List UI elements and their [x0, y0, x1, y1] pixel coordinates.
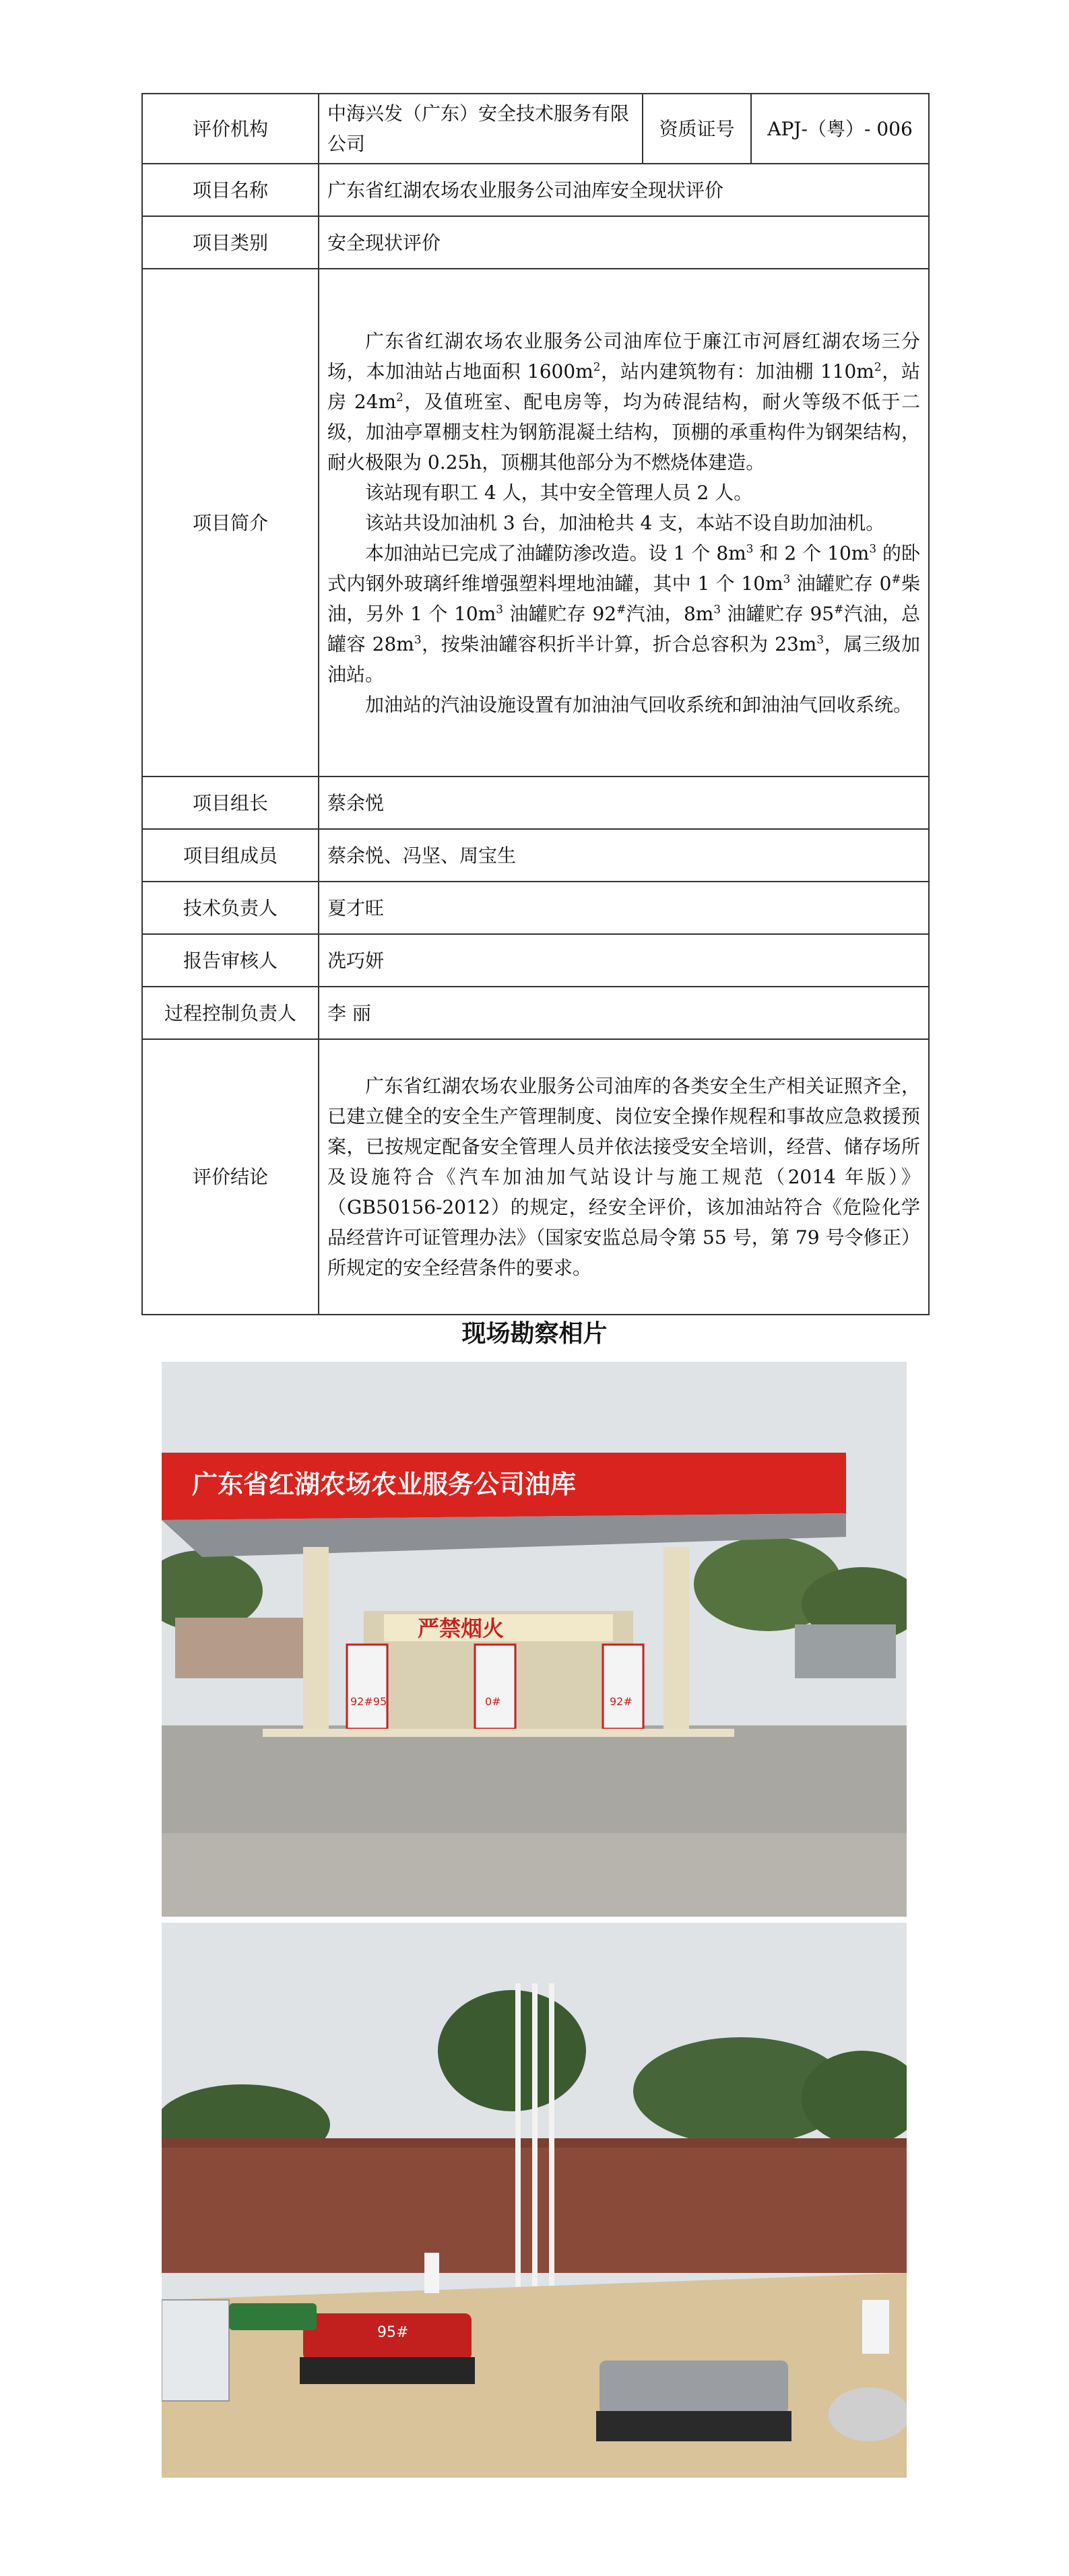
tank-cover-label: 95#	[377, 2324, 409, 2341]
table-row	[142, 94, 929, 164]
table-row	[142, 164, 929, 216]
table-row	[142, 882, 929, 934]
summary-value	[319, 269, 929, 777]
evaluation-info-table	[141, 93, 930, 1315]
canopy-sign-text: 广东省红湖农场农业服务公司油库	[192, 1469, 577, 1499]
cert-value: APJ-（粤）- 006	[751, 94, 929, 164]
project-name-value: 广东省红湖农场农业服务公司油库安全现状评价	[319, 164, 929, 216]
project-name-label: 项目名称	[142, 164, 319, 216]
summary-paragraph-3: 该站共设加油机 3 台，加油枪共 4 支，本站不设自助加油机。	[365, 511, 885, 534]
summary-label: 项目简介	[142, 269, 319, 777]
pump-1-label: 92#95	[350, 1695, 387, 1708]
leader-value: 蔡余悦	[319, 777, 929, 829]
members-value: 蔡余悦、冯坚、周宝生	[319, 829, 929, 882]
table-row	[142, 269, 929, 777]
tank-area-photo	[162, 1923, 907, 2478]
conclusion-value	[319, 1039, 929, 1315]
no-smoking-banner: 严禁烟火	[418, 1616, 505, 1641]
project-type-value: 安全现状评价	[319, 216, 929, 269]
gas-station-photo	[162, 1362, 907, 1917]
tech-label: 技术负责人	[142, 882, 319, 934]
pump-3-label: 92#	[610, 1695, 633, 1708]
table-row	[142, 777, 929, 829]
table-row	[142, 216, 929, 269]
leader-label: 项目组长	[142, 777, 319, 829]
reviewer-value: 冼巧妍	[319, 934, 929, 987]
org-label: 评价机构	[142, 94, 319, 164]
gas-station-illustration	[162, 1362, 907, 1917]
project-type-label: 项目类别	[142, 216, 319, 269]
tank-area-illustration	[162, 1923, 907, 2478]
reviewer-label: 报告审核人	[142, 934, 319, 987]
tech-value: 夏才旺	[319, 882, 929, 934]
summary-paragraph-5: 加油站的汽油设施设置有加油油气回收系统和卸油油气回收系统。	[365, 693, 913, 716]
cert-label: 资质证号	[643, 94, 751, 164]
process-value: 李 丽	[319, 987, 929, 1039]
conclusion-paragraph: 广东省红湖农场农业服务公司油库的各类安全生产相关证照齐全，已建立健全的安全生产管理制度、岗位安全操作规程和事故应急救援预案，已按规定配备安全管理人员并依法接受安全培训，经营、储存场所及设施符合《汽车加油加气站设计与施工规范（2014 年版）》（GB50156-2012）的规定，经安全评价，该加油站符合《危险化学品经营许可证管理办法》（国家安监总局令第 55 号，第 79 号令修正）所规定的安全经营条件的要求。	[327, 1075, 920, 1279]
conclusion-label: 评价结论	[142, 1039, 319, 1315]
pump-2-label: 0#	[485, 1695, 501, 1708]
table-row	[142, 987, 929, 1039]
summary-paragraph-2: 该站现有职工 4 人，其中安全管理人员 2 人。	[365, 481, 753, 504]
summary-paragraph-4: 本加油站已完成了油罐防渗改造。设 1 个 $8m^3$ 和 2 个 $10m^3$ 的卧式内钢外玻璃纤维增强塑料埋地油罐，其中 1 个 $10m^3$ 油罐贮存 0#柴油，另外 1 个 $10m^3$ 油罐贮存 92#汽油，$8m^3$ 油罐贮存 95#汽油，总罐容 $28m^3$，按柴油罐容积折半计算，折合总容积为 $23m^3$，属三级加油站。	[327, 541, 920, 686]
table-row	[142, 829, 929, 882]
org-value: 中海兴发（广东）安全技术服务有限公司	[319, 94, 643, 164]
process-label: 过程控制负责人	[142, 987, 319, 1039]
summary-paragraph-1: 广东省红湖农场农业服务公司油库位于廉江市河唇红湖农场三分场，本加油站占地面积 $1600m^2$，站内建筑物有：加油棚 $110m^2$，站房 $24m^2$，及值班室、配电房等，均为砖混结构，耐火等级不低于二级，加油亭罩棚支柱为钢筋混凝土结构，顶棚的承重构件为钢架结构，耐火极限为 0.25h，顶棚其他部分为不燃烧体建造。	[327, 329, 920, 473]
members-label: 项目组成员	[142, 829, 319, 882]
table-row	[142, 1039, 929, 1315]
table-row	[142, 934, 929, 987]
photo-section-title: 现场勘察相片	[461, 1319, 608, 1348]
